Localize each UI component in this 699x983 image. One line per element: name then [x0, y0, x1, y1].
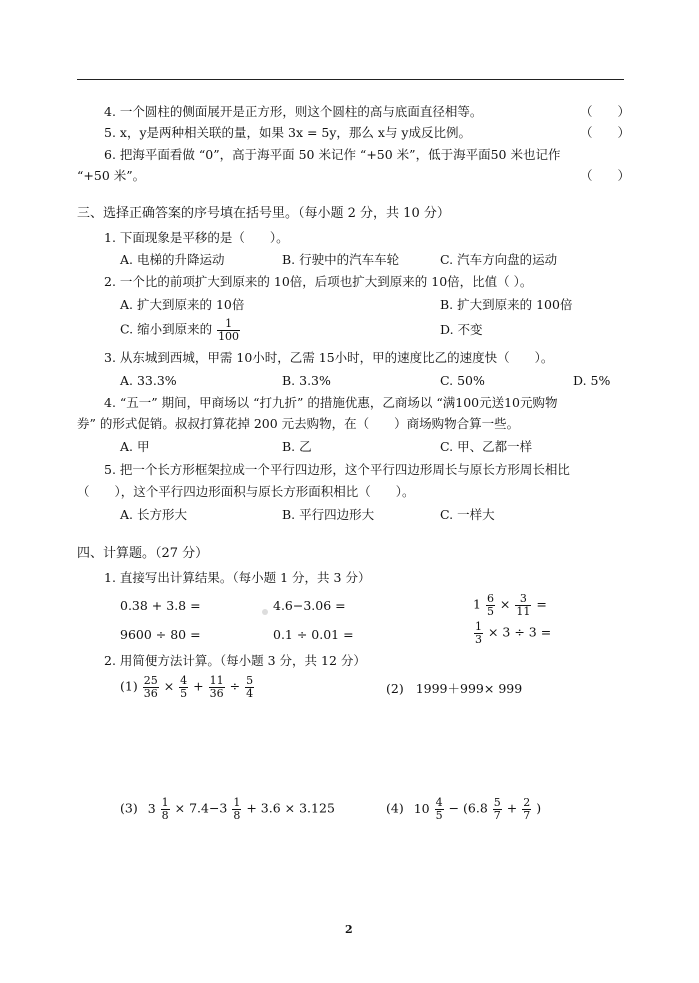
choice-q1-option-c[interactable]: C. 汽车方向盘的运动 — [440, 252, 558, 267]
section-4-title: 四、计算题。（27 分） — [77, 546, 209, 561]
choice-q2-option-b[interactable]: B. 扩大到原来的 100倍 — [440, 297, 573, 312]
scan-dot — [262, 609, 268, 615]
choice-q5-stem: 5. 把一个长方形框架拉成一个平行四边形，这个平行四边形周长与原长方形周长相比 — [104, 462, 570, 477]
choice-q1-option-a[interactable]: A. 电梯的升降运动 — [120, 252, 225, 267]
choice-q3-option-c[interactable]: C. 50% — [440, 373, 485, 388]
choice-q2-stem: 2. 一个比的前项扩大到原来的 10倍，后项也扩大到原来的 10倍，比值（ ）。 — [104, 274, 533, 289]
answer-paren[interactable]: （ ） — [580, 125, 631, 140]
choice-q3-option-a[interactable]: A. 33.3% — [120, 373, 177, 388]
choice-q3-option-b[interactable]: B. 3.3% — [282, 373, 331, 388]
judge-q4: 4. 一个圆柱的侧面展开是正方形，则这个圆柱的高与底面直径相等。 — [104, 104, 483, 119]
calc-expr-6: $\frac{1}{3}$ × 3 ÷ 3 = — [475, 620, 552, 646]
choice-q3-stem: 3. 从东城到西城，甲需 10小时，乙需 15小时，甲的速度比乙的速度快（ ）。 — [104, 350, 554, 365]
judge-q5: 5. x，y是两种相关联的量，如果 3x = 5y，那么 x与 y成反比例。 — [104, 125, 471, 140]
choice-q3-option-d[interactable]: D. 5% — [573, 373, 611, 388]
option-c-text: C. 缩小到原来的 — [120, 321, 213, 337]
section-3-title: 三、选择正确答案的序号填在括号里。（每小题 2 分，共 10 分） — [77, 206, 450, 221]
calc-expr-5: 0.1 ÷ 0.01 = — [273, 627, 354, 642]
choice-q5-option-b[interactable]: B. 平行四边形大 — [282, 507, 375, 522]
answer-paren[interactable]: （ ） — [580, 104, 631, 119]
calc-expr-4: 9600 ÷ 80 = — [120, 627, 201, 642]
choice-q4-option-c[interactable]: C. 甲、乙都一样 — [440, 439, 533, 454]
simplify-expr-4: (4) 10 $\frac{4}{5}$ − (6.8 $\frac{5}{7}$ + $\frac{2}{7}$ ) — [386, 796, 542, 822]
choice-q5-stem-cont: （ ），这个平行四边形面积与原长方形面积相比（ ）。 — [77, 484, 415, 499]
judge-q6-cont: “+50 米”。 — [77, 168, 146, 183]
choice-q2-option-c[interactable] — [120, 318, 241, 342]
choice-q4-stem: 4. “五一” 期间，甲商场以 “打九折” 的措施优惠，乙商场以 “满100元送10元购物 — [104, 395, 558, 410]
choice-q1-option-b[interactable]: B. 行驶中的汽车车轮 — [282, 252, 400, 267]
page-number: 2 — [345, 923, 353, 936]
choice-q5-option-c[interactable]: C. 一样大 — [440, 507, 495, 522]
choice-q2-option-d[interactable]: D. 不变 — [440, 322, 483, 337]
calc-part2-stem: 2. 用简便方法计算。（每小题 3 分，共 12 分） — [104, 653, 366, 668]
choice-q2-option-a[interactable]: A. 扩大到原来的 10倍 — [120, 297, 245, 312]
choice-q4-option-b[interactable]: B. 乙 — [282, 439, 312, 454]
fraction: $\frac{1}{100}$ — [218, 317, 240, 343]
header-rule — [77, 79, 624, 80]
answer-paren[interactable]: （ ） — [580, 168, 631, 183]
choice-q4-option-a[interactable]: A. 甲 — [120, 439, 150, 454]
choice-q5-option-a[interactable]: A. 长方形大 — [120, 507, 187, 522]
simplify-expr-1: (1) $\frac{25}{36}$ × $\frac{4}{5}$ + $\frac{11}{36}$ ÷ $\frac{5}{4}$ — [120, 674, 254, 700]
calc-expr-1: 0.38 + 3.8 = — [120, 598, 201, 613]
calc-expr-2: 4.6−3.06 = — [273, 598, 346, 613]
simplify-expr-3: (3) 3 $\frac{1}{8}$ × 7.4−3 $\frac{1}{8}$ + 3.6 × 3.125 — [120, 796, 335, 822]
simplify-expr-2: (2) 1999＋999× 999 — [386, 681, 523, 696]
judge-q6: 6. 把海平面看做 “0”，高于海平面 50 米记作 “+50 米”，低于海平面50 米也记作 — [104, 147, 561, 162]
calc-part1-stem: 1. 直接写出计算结果。（每小题 1 分，共 3 分） — [104, 570, 371, 585]
choice-q4-stem-cont: 券” 的形式促销。叔叔打算花掉 200 元去购物，在（ ）商场购物合算一些。 — [77, 416, 520, 431]
choice-q1-stem: 1. 下面现象是平移的是（ ）。 — [104, 230, 289, 245]
calc-expr-3: 1 $\frac{6}{5}$ × $\frac{3}{11}$ = — [473, 592, 547, 618]
